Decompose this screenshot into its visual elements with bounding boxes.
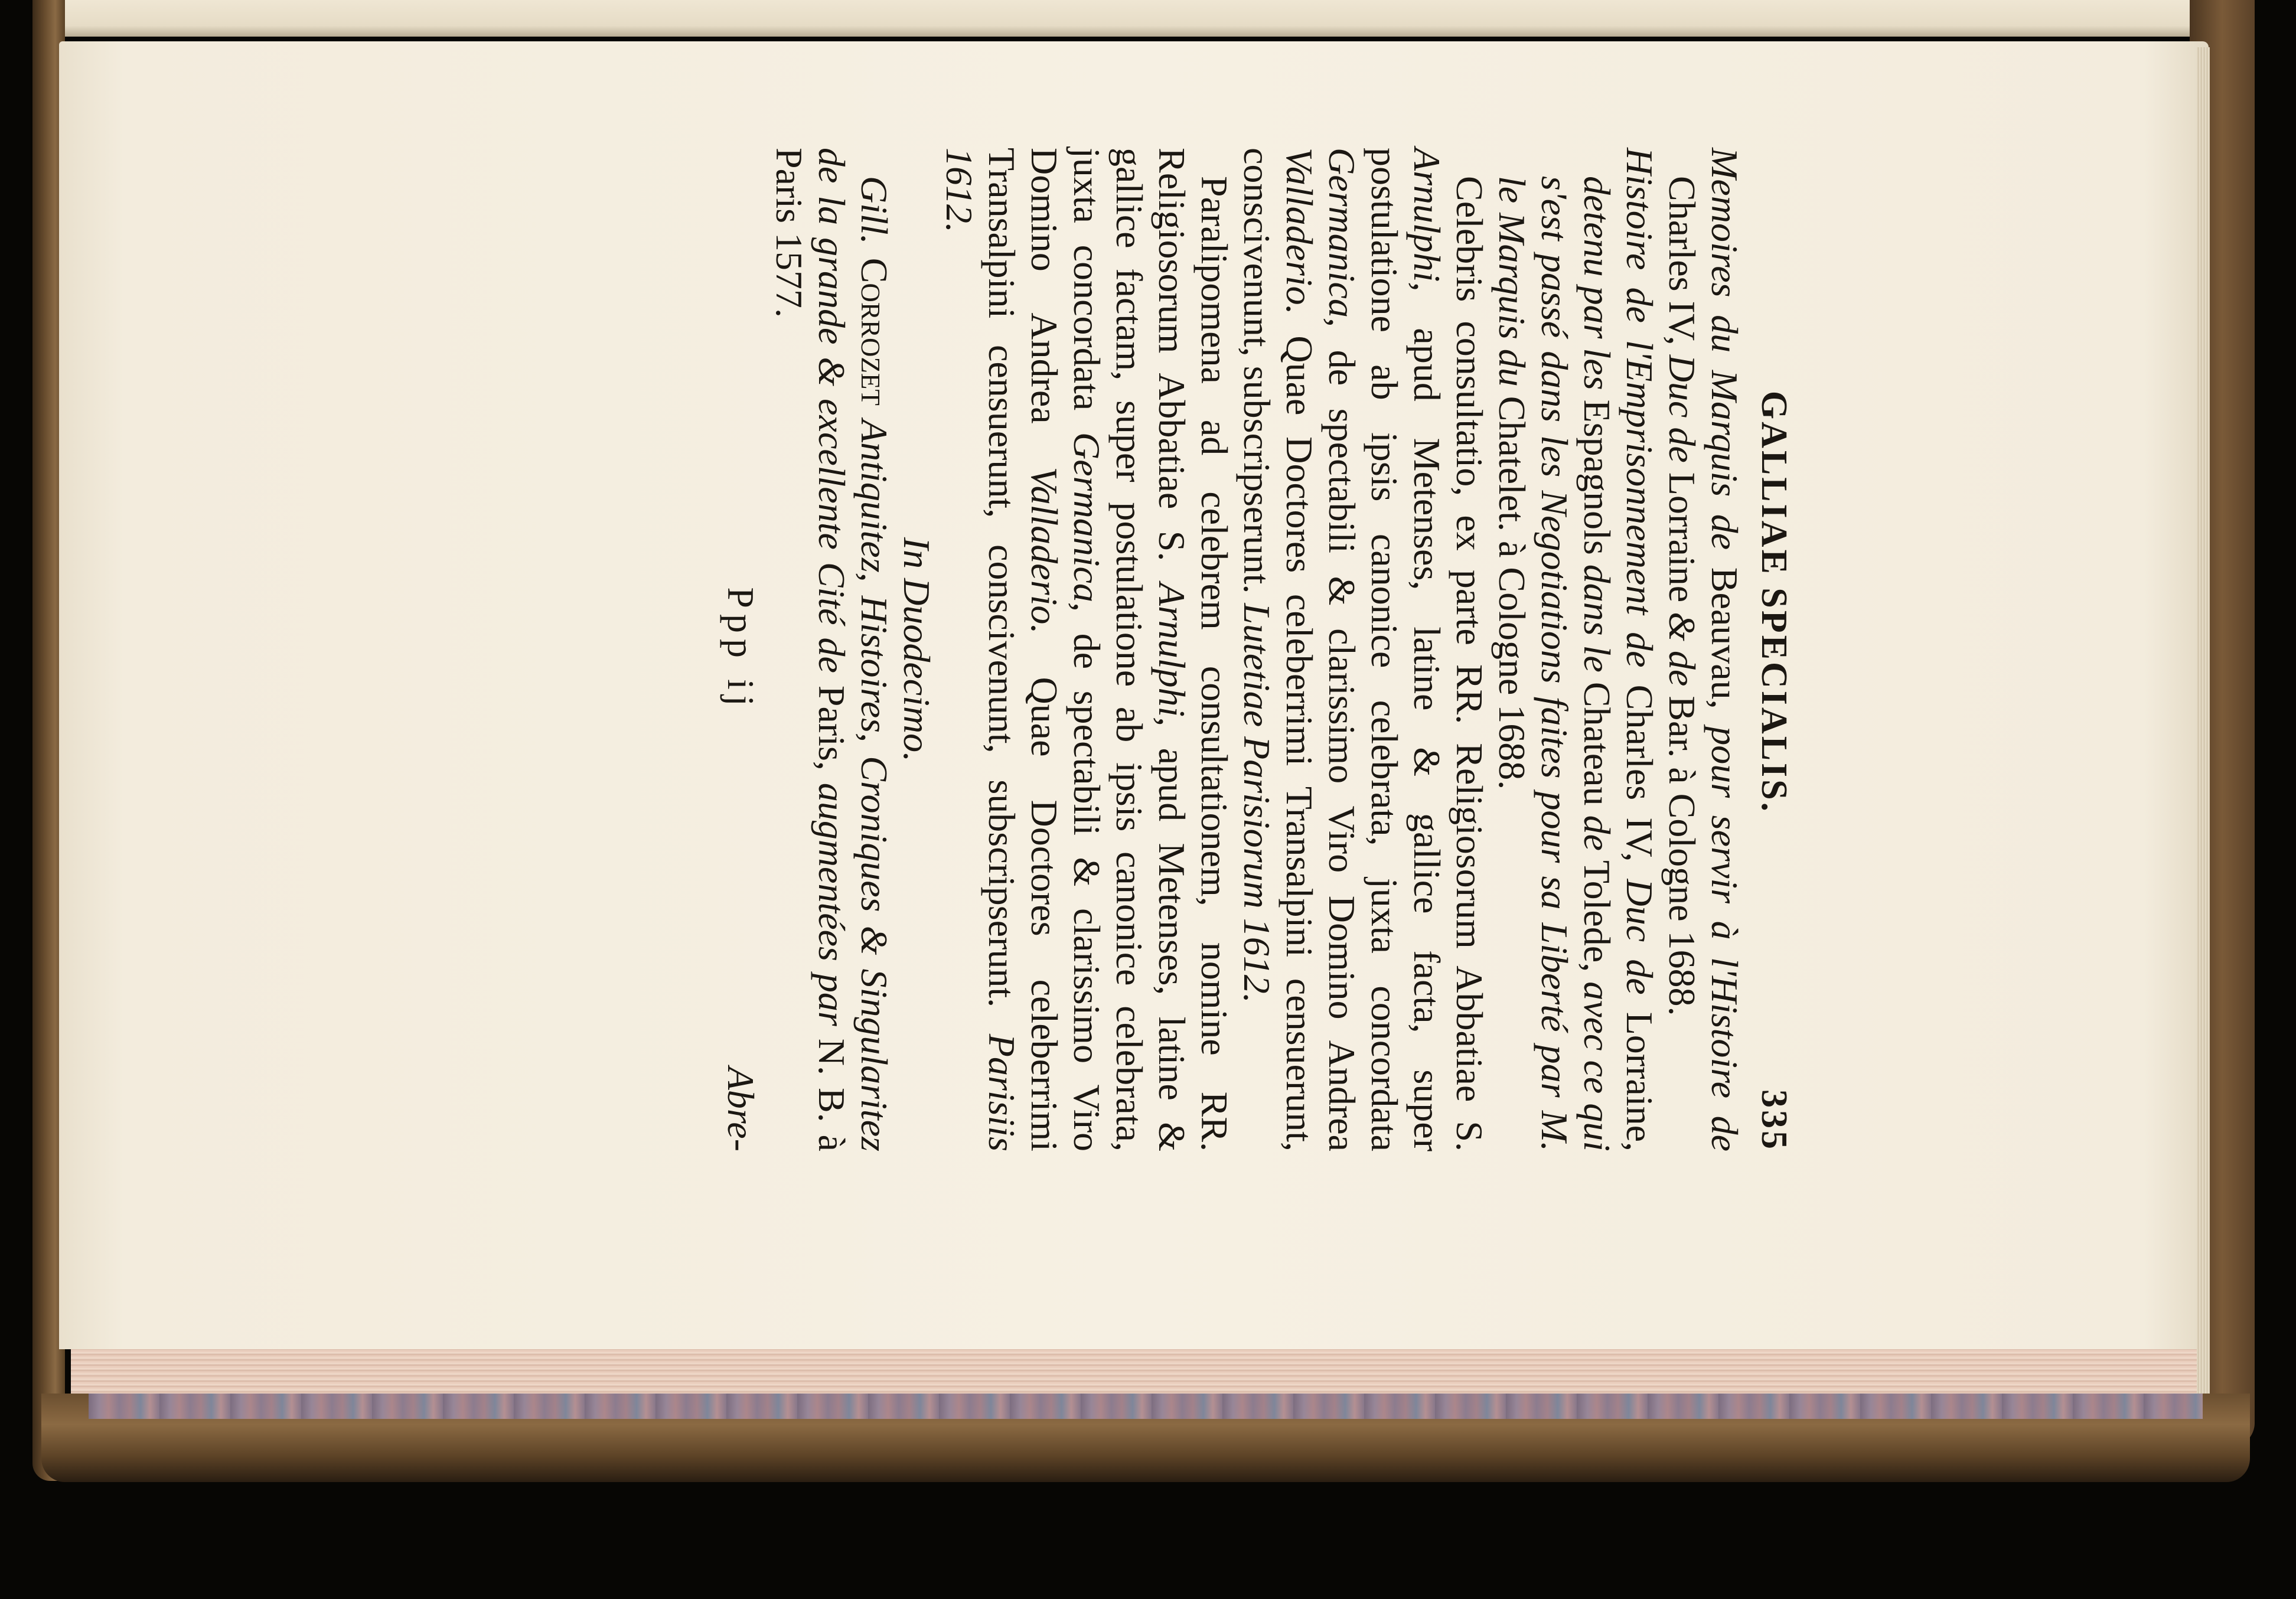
- bibliography-entry: [938, 148, 1235, 1151]
- text-run: pour servir à l'Histoire de: [1704, 726, 1746, 1152]
- text-run: Chatelet. à Cologne 1688.: [1491, 396, 1533, 790]
- facing-page-edge: [65, 0, 2203, 37]
- text-run: Valladerio.: [1279, 148, 1320, 336]
- text-run: Quae Doctores celeberrimi Transalpini censuerunt, conscivenunt, subscripserunt.: [981, 148, 1065, 1151]
- text-run: Parisiis 1612.: [938, 148, 1023, 1151]
- text-run: de spectabili & clarissimo Viro Domino Andrea: [1023, 148, 1108, 1152]
- page-footer: [715, 148, 762, 1151]
- text-run: Celebris consultatio, ex parte RR. Religiosorum Abbatiae S.: [1449, 176, 1491, 1151]
- text-body: [768, 148, 1746, 1151]
- text-run: Lutetiae Parisiorum 1612.: [1236, 603, 1278, 1003]
- text-run: Duc de: [1619, 879, 1661, 1012]
- text-run: Duc de: [1661, 354, 1703, 472]
- text-run: augmentées par: [811, 782, 853, 1039]
- text-run: Espagnols: [1576, 399, 1618, 564]
- text-run: de spectabili & clarissimo Viro Domino Andrea: [1321, 350, 1363, 1152]
- text-run: Antiquitez, Histoires, Croniques & Singularitez de la grande & excellente Cité de: [811, 148, 895, 1152]
- bibliography-entry: [1235, 148, 1491, 1151]
- text-run: Charles IV,: [1619, 684, 1661, 879]
- page-number: 335: [1754, 1089, 1794, 1151]
- catchword: Abre-: [720, 1066, 762, 1151]
- text-run: Arnulphi,: [1151, 582, 1193, 748]
- page-fore-edge: [2197, 47, 2210, 1394]
- text-run: Lorraine,: [1619, 1011, 1661, 1152]
- marbled-edge: [89, 1391, 2203, 1419]
- section-heading: [895, 148, 938, 1151]
- text-run: Histoire de l'Emprisonnement de: [1619, 148, 1661, 685]
- text-run: Chateau: [1576, 681, 1618, 815]
- text-run: Lorraine: [1661, 472, 1703, 612]
- text-run: Paris,: [811, 685, 853, 783]
- text-run: dans le: [1576, 564, 1618, 682]
- text-run: Germanica,: [1066, 432, 1108, 634]
- text-run: avec ce qui s'est passé dans les Negotiations faites pour sa Liberté par M. le Marquis du: [1491, 176, 1618, 1152]
- text-run: Charles IV,: [1661, 176, 1703, 355]
- text-run: Germanica,: [1321, 148, 1363, 350]
- text-run: de: [1576, 815, 1618, 860]
- text-run: apud Metenses, latine & gallice facta, super postulatione ab ipsis canonice celebrata, juxta concordata: [1364, 148, 1448, 1152]
- text-run: Memoires du Marquis de: [1704, 148, 1746, 567]
- bibliography-entry: [1491, 148, 1661, 1151]
- text-run: Corrozet: [853, 257, 895, 420]
- text-run: In Duodecimo.: [896, 537, 938, 762]
- text-run: detenu par les: [1576, 176, 1618, 400]
- text-run: Tolede,: [1576, 860, 1618, 982]
- text-run: Beauvau,: [1704, 567, 1746, 727]
- running-head-title: GALLIAE SPECIALIS.: [1754, 390, 1794, 814]
- text-run: & de: [1661, 612, 1703, 696]
- text-run: Quae Doctores celeberrimi Transalpini censuerunt, conscivenunt, subscripserunt.: [1236, 148, 1320, 1152]
- text-run: Valladerio.: [1023, 466, 1065, 677]
- signature-mark: Ppp ij: [720, 587, 762, 712]
- text-run: Paralipomena ad celebrem consultationem, nomine RR. Religiosorum Abbatiae S.: [1151, 148, 1235, 1151]
- text-run: Gill.: [853, 176, 895, 258]
- running-head: [1746, 148, 1795, 1151]
- text-run: N. B. à Paris 1577.: [768, 148, 853, 1152]
- bibliography-entry: [1661, 148, 1746, 1151]
- text-run: Arnulphi,: [1406, 148, 1448, 328]
- text-run: apud Metenses, latine & gallice factam, super postulatione ab ipsis canonice celebrata, juxta concordata: [1066, 148, 1193, 1152]
- bibliography-entry: [768, 148, 895, 1151]
- page-text-block: [496, 148, 1795, 1151]
- text-run: Bar. à Cologne 1688.: [1661, 696, 1703, 1016]
